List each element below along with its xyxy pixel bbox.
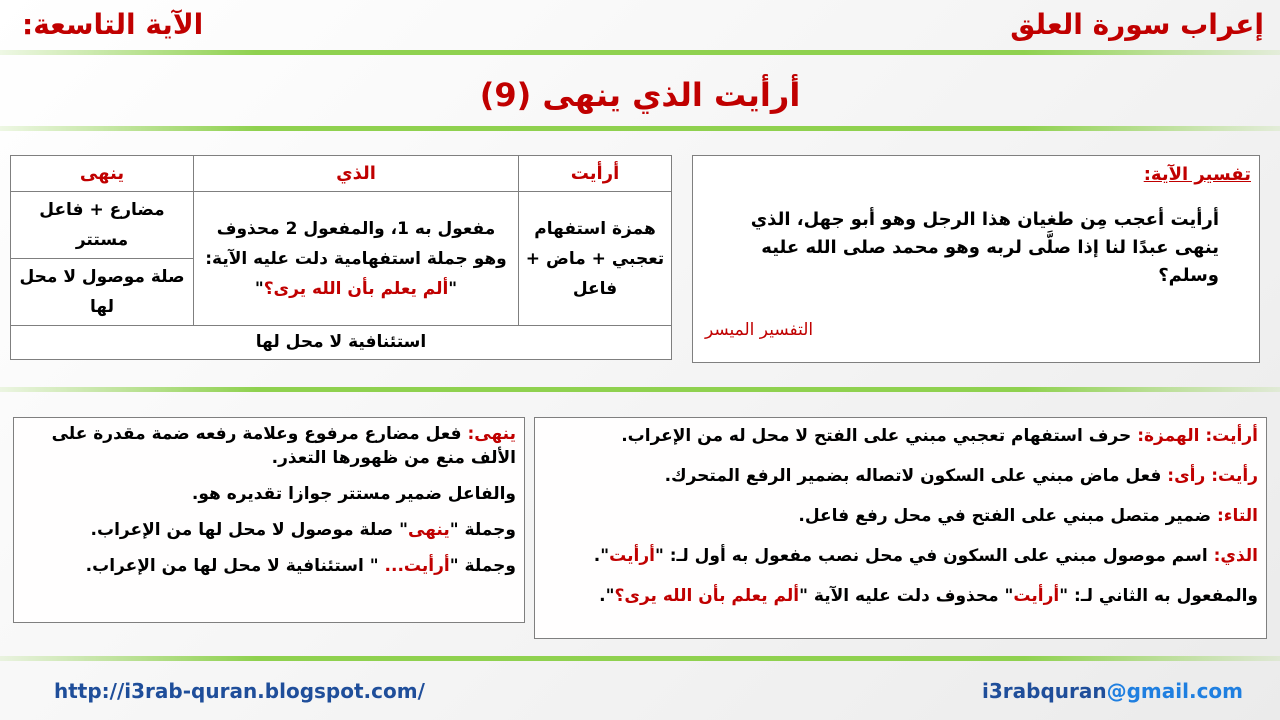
- hamza-text: حرف استفهام تعجبي مبني على الفتح لا محل له من الإعراب.: [621, 426, 1138, 446]
- second-object-quote-1: أرأيت: [1013, 586, 1060, 606]
- cell-footer: استئنافية لا محل لها: [11, 325, 672, 359]
- verse-number-title: الآية التاسعة:: [22, 8, 204, 41]
- email-user: i3rabquran: [982, 679, 1107, 703]
- header-yanha: ينهى: [11, 156, 194, 192]
- sila-text-b: " صلة موصول لا محل لها من الإعراب.: [90, 520, 408, 540]
- email-domain: @gmail.com: [1106, 679, 1244, 703]
- fail-paragraph: والفاعل ضمير مستتر جوازا تقديره هو.: [191, 484, 516, 504]
- second-object-a: والمفعول به الثاني لـ: ": [1059, 586, 1258, 606]
- alladhi-label: الذي:: [1213, 546, 1258, 566]
- tafsir-text: أرأيت أعجب مِن طغيان هذا الرجل وهو أبو جهل، الذي ينهى عبدًا لنا إذا صلَّى لربه وهو محمد صلى الله عليه وسلم؟: [750, 209, 1219, 286]
- hamza-paragraph: [543, 424, 1258, 448]
- yanha-paragraph: [22, 422, 516, 470]
- cell-alladhi-quote: ألم يعلم بأن الله يرى؟: [263, 278, 449, 299]
- sila-paragraph: [22, 518, 516, 542]
- sila-text-a: وجملة ": [449, 520, 516, 540]
- alladhi-paragraph: [543, 544, 1258, 568]
- hamza-label: أرأيت: الهمزة:: [1137, 426, 1258, 446]
- second-object-end: ".: [599, 586, 615, 606]
- divider-middle: [0, 387, 1280, 392]
- surah-title: إعراب سورة العلق: [1010, 8, 1264, 41]
- alladhi-quote: أرأيت: [609, 546, 655, 566]
- istinaf-text-a: وجملة ": [449, 556, 516, 576]
- istinaf-quote: أرأيت...: [384, 556, 450, 576]
- taa-text: ضمير متصل مبني على الفتح في محل رفع فاعل.: [798, 506, 1217, 526]
- second-object-quote-2: ألم يعلم بأن الله يرى؟: [614, 586, 800, 606]
- yanha-text: فعل مضارع مرفوع وعلامة رفعه ضمة مقدرة على الألف منع من ظهورها التعذر.: [51, 424, 516, 468]
- cell-alladhi-end: ": [254, 278, 264, 299]
- second-object-b: " محذوف دلت عليه الآية ": [799, 586, 1014, 606]
- tafsir-box: [692, 155, 1260, 363]
- tafsir-source: التفسير الميسر: [705, 320, 814, 340]
- header-alladhi: الذي: [194, 156, 519, 192]
- yanha-irab-box: [13, 417, 525, 623]
- cell-yanha-1: مضارع + فاعل مستتر: [11, 192, 194, 259]
- cell-araayta: همزة استفهام تعجبي + ماض + فاعل: [519, 192, 672, 326]
- alladhi-end: ".: [593, 546, 610, 566]
- istinaf-paragraph: [22, 554, 516, 578]
- table-row: [11, 325, 672, 359]
- divider-bottom: [0, 656, 1280, 661]
- second-object-paragraph: [543, 584, 1258, 608]
- istinaf-text-b: " استئنافية لا محل لها من الإعراب.: [85, 556, 385, 576]
- alladhi-text: اسم موصول مبني على السكون في محل نصب مفعول به أول لـ: ": [654, 546, 1214, 566]
- verse-text: أرأيت الذي ينهى (9): [479, 76, 801, 114]
- divider-top: [0, 50, 1280, 55]
- email-link[interactable]: [982, 679, 1243, 703]
- raa-paragraph: [543, 464, 1258, 488]
- divider-verse: [0, 126, 1280, 131]
- header-araayta: أرأيت: [519, 156, 672, 192]
- taa-label: التاء:: [1216, 506, 1258, 526]
- cell-yanha-2: صلة موصول لا محل لها: [11, 259, 194, 326]
- sila-quote: ينهى: [408, 520, 450, 540]
- taa-paragraph: [543, 504, 1258, 528]
- table-header-row: [11, 156, 672, 192]
- irab-table: [10, 155, 672, 360]
- table-row: [11, 192, 672, 259]
- raa-label: رأيت: رأى:: [1167, 466, 1258, 486]
- cell-alladhi: [194, 192, 519, 326]
- araayta-irab-box: [534, 417, 1267, 639]
- yanha-label: ينهى:: [467, 424, 516, 444]
- blog-link[interactable]: http://i3rab-quran.blogspot.com/: [54, 679, 425, 703]
- cell-alladhi-text: مفعول به 1، والمفعول 2 محذوف وهو جملة استفهامية دلت عليه الآية: ": [205, 218, 507, 299]
- raa-text: فعل ماض مبني على السكون لاتصاله بضمير الرفع المتحرك.: [664, 466, 1168, 486]
- tafsir-title: تفسير الآية:: [1143, 164, 1251, 185]
